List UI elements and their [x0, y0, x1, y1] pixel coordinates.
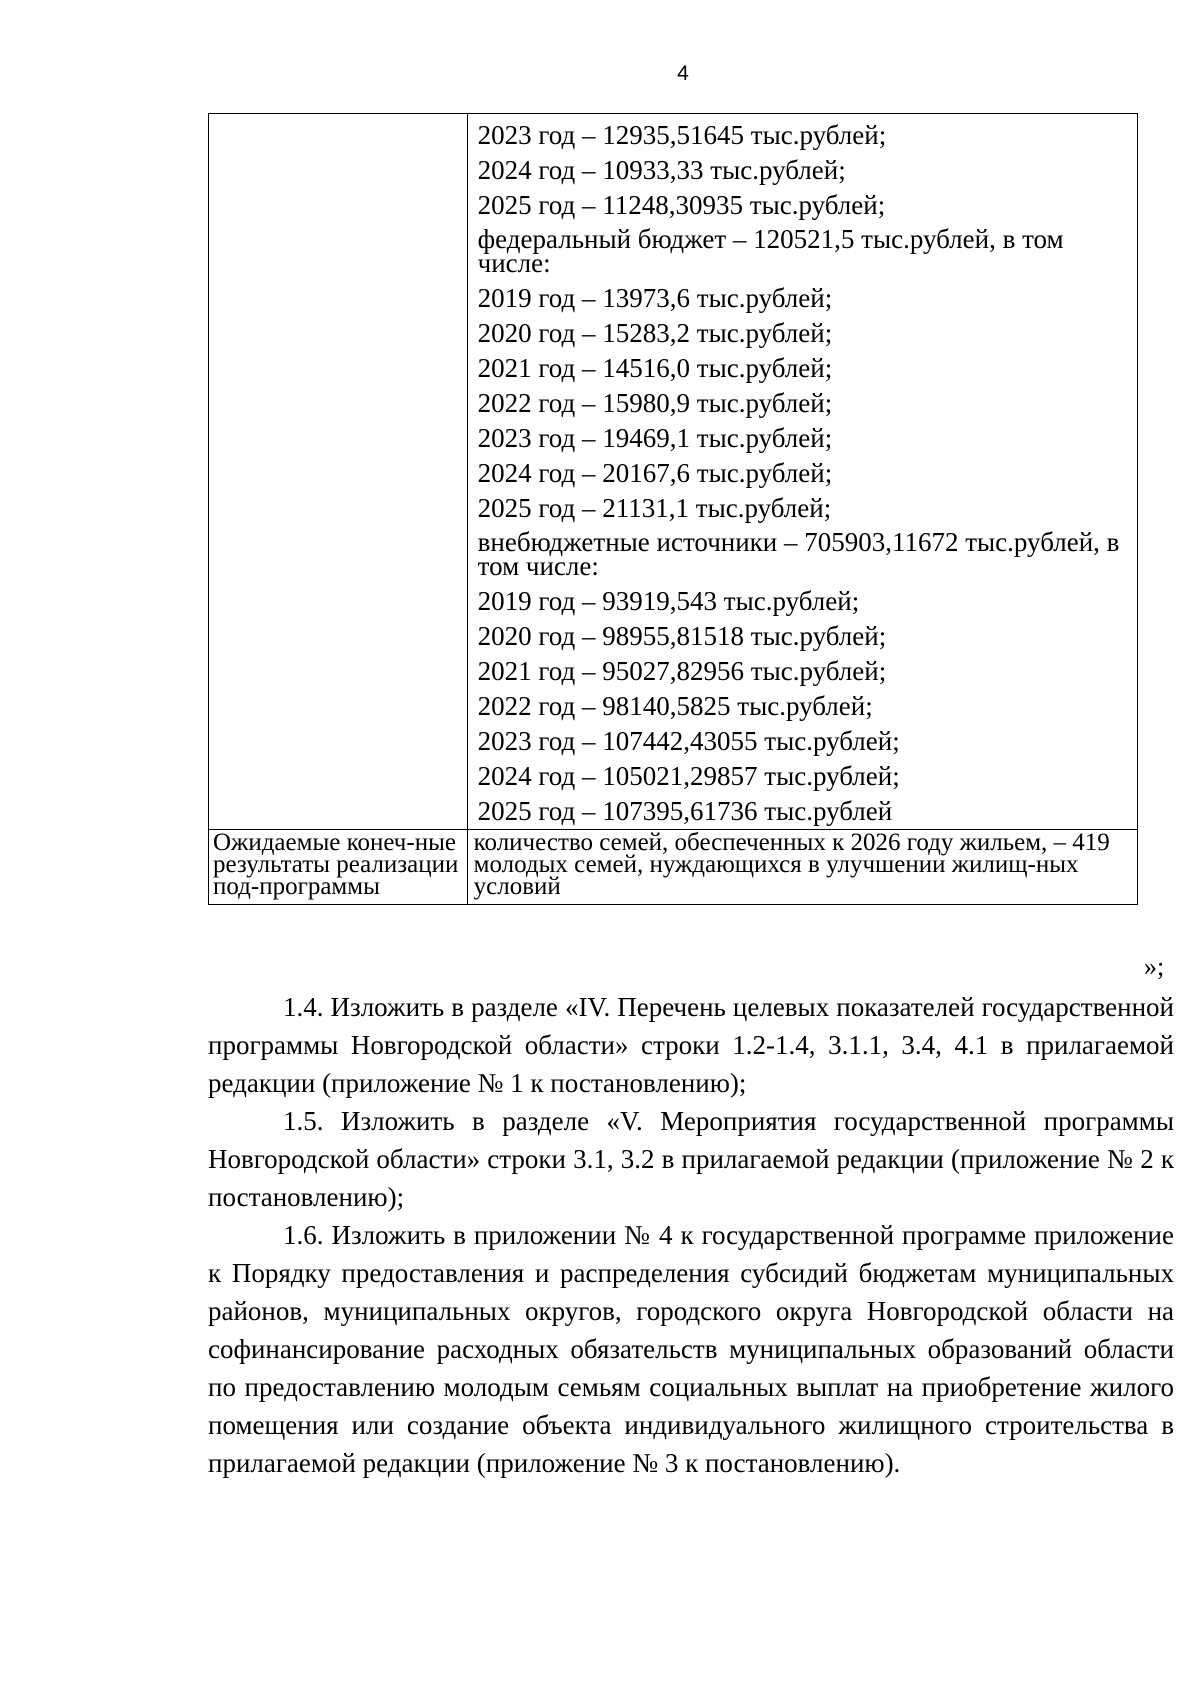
results-text: количество семей, обеспеченных к 2026 году жильем, – 419 молодых семей, нуждающихся в улучшении жилищ-ных условий	[473, 829, 1110, 900]
funding-line: 2024 год – 105021,29857 тыс.рублей;	[477, 761, 900, 791]
funding-values-cell	[467, 114, 1137, 830]
results-row	[209, 830, 1138, 905]
funding-line: 2019 год – 13973,6 тыс.рублей;	[477, 283, 833, 313]
amendments-text	[208, 988, 1174, 1482]
funding-row	[209, 114, 1138, 830]
results-label: Ожидаемые конеч-ные результаты реализации под-программы	[213, 829, 459, 900]
funding-line: 2019 год – 93919,543 тыс.рублей;	[477, 586, 860, 616]
funding-line: 2021 год – 14516,0 тыс.рублей;	[477, 353, 833, 383]
page-number: 4	[677, 62, 689, 85]
funding-source-federal: федеральный бюджет – 120521,5 тыс.рублей, в том числе:	[477, 224, 1064, 278]
paragraph-1-5: 1.5. Изложить в разделе «V. Мероприятия государственной программы Новгородской области» строки 3.1, 3.2 в прилагаемой редакции (приложение № 2 к постановлению);	[208, 1106, 1174, 1212]
funding-line: 2025 год – 11248,30935 тыс.рублей;	[477, 190, 886, 220]
closing-quote: »;	[1144, 952, 1165, 981]
paragraph-1-6: 1.6. Изложить в приложении № 4 к государственной программе приложение к Порядку предоставления и распределения субсидий бюджетам муниципальных районов, муниципальных округов, городского округа Новгородской области на софинансирование расходных обязательств муниципальных образований области по предоставлению молодым семьям социальных выплат на приобретение жилого помещения или создание объекта индивидуального жилищного строительства в прилагаемой редакции (приложение № 3 к постановлению).	[208, 1220, 1174, 1478]
results-label-cell	[209, 830, 468, 905]
funding-line: 2023 год – 19469,1 тыс.рублей;	[477, 423, 833, 453]
funding-line: 2023 год – 12935,51645 тыс.рублей;	[477, 120, 887, 150]
funding-line: 2025 год – 107395,61736 тыс.рублей	[477, 796, 893, 826]
funding-line: 2022 год – 98140,5825 тыс.рублей;	[477, 691, 873, 721]
funding-line: 2021 год – 95027,82956 тыс.рублей;	[477, 656, 887, 686]
results-text-cell	[467, 830, 1137, 905]
funding-line: 2020 год – 15283,2 тыс.рублей;	[477, 318, 833, 348]
funding-label-cell	[209, 114, 468, 830]
paragraph-1-4: 1.4. Изложить в разделе «IV. Перечень целевых показателей государственной программы Новгородской области» строки 1.2-1.4, 3.1.1, 3.4, 4.1 в прилагаемой редакции (приложение № 1 к постановлению);	[208, 992, 1174, 1098]
funding-line: 2023 год – 107442,43055 тыс.рублей;	[477, 726, 900, 756]
funding-source-extrabudgetary: внебюджетные источники – 705903,11672 тыс.рублей, в том числе:	[477, 527, 1120, 581]
funding-line: 2024 год – 10933,33 тыс.рублей;	[477, 155, 846, 185]
funding-line: 2022 год – 15980,9 тыс.рублей;	[477, 388, 833, 418]
funding-line: 2024 год – 20167,6 тыс.рублей;	[477, 458, 833, 488]
funding-line: 2020 год – 98955,81518 тыс.рублей;	[477, 621, 887, 651]
funding-table	[208, 113, 1138, 905]
funding-line: 2025 год – 21131,1 тыс.рублей;	[477, 493, 832, 523]
